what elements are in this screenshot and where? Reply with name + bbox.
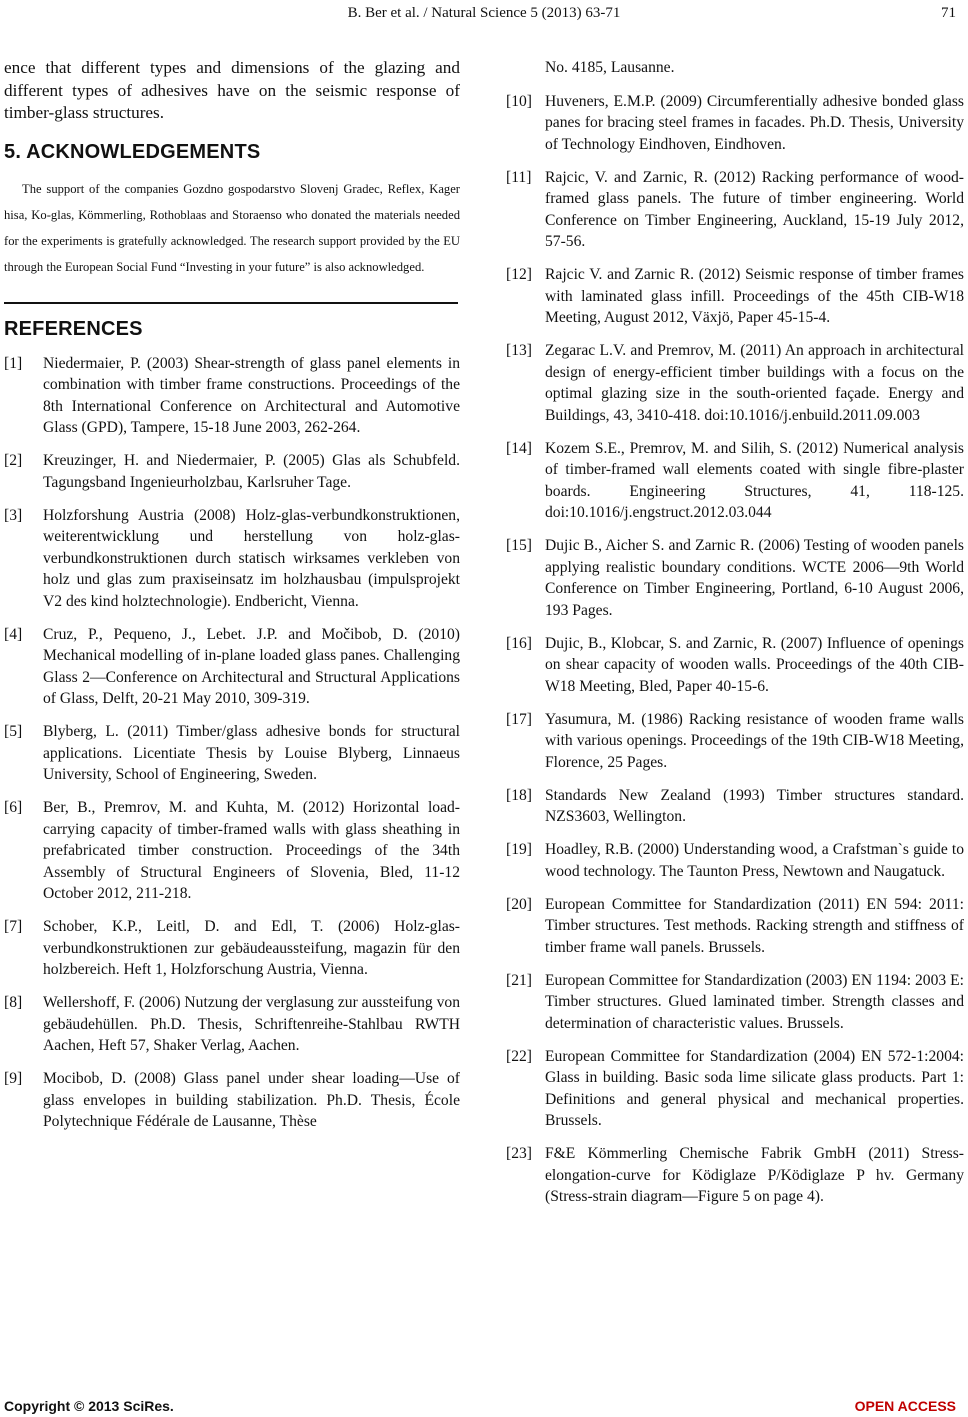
reference-number: [1] [4, 354, 23, 372]
reference-text: Huveners, E.M.P. (2009) Circumferentially adhesive bonded glass panes for bracing steel frames in facades. Ph.D. Thesis, University of Technology Eindhoven, Eindhoven. [545, 92, 964, 153]
running-title: B. Ber et al. / Natural Science 5 (2013) 63-71 [347, 5, 621, 21]
reference-text: Rajcic V. and Zarnic R. (2012) Seismic response of timber frames with laminated glass infill. Proceedings of the 45th CIB-W18 Meeting, August 2012, Växjö, Paper 45-15-4. [545, 266, 964, 326]
reference-item [4, 505, 460, 613]
open-access-label: OPEN ACCESS [854, 1398, 956, 1414]
reference-number: [20] [506, 895, 532, 913]
reference-text: Rajcic, V. and Zarnic, R. (2012) Racking performance of wood-framed glass panels. The future of timber engineering. World Conference on Timber Engineering, Auckland, 15-19 July 2012, 57-56. [545, 168, 964, 250]
acknowledgements-text: The support of the companies Gozdno gospodarstvo Slovenj Gradec, Reflex, Kager hisa, Ko-glas, Kömmerling, Rothoblaas and Storaenso who donated the materials needed for the experiments is gratefully acknowledged. The research support provided by the EU through the European Social Fund “Investing in your future” is also acknowledged. [4, 181, 460, 274]
reference-number: [21] [506, 971, 532, 989]
reference-item [506, 340, 964, 426]
reference-item [506, 894, 964, 959]
reference-item [4, 992, 460, 1057]
reference-number: [17] [506, 710, 532, 728]
references-heading: REFERENCES [4, 317, 143, 340]
reference-text: F&E Kömmerling Chemische Fabrik GmbH (2011) Stress-elongation-curve for Ködiglaze P/Ködiglaze P hv. Germany (Stress-strain diagram—Figure 5 on page 4). [545, 1145, 964, 1205]
left-column [4, 57, 460, 1144]
reference-item [4, 624, 460, 710]
reference-item [506, 1046, 964, 1132]
references-list-left [4, 353, 460, 1133]
reference-number: [15] [506, 537, 532, 554]
reference-number: [4] [4, 625, 23, 643]
reference-number: [11] [506, 168, 532, 186]
reference-text: Niedermaier, P. (2003) Shear-strength of glass panel elements in combination with timber frame constructions. Proceedings of the 8th International Conference on Architectural and Automotive Glass (GPD), Tampere, 15-18 June 2003, 262-264. [43, 354, 460, 437]
reference-number: [2] [4, 452, 23, 470]
reference-continuation: No. 4185, Lausanne. [545, 59, 675, 76]
reference-number: [16] [506, 634, 532, 652]
page-number: 71 [941, 5, 956, 21]
reference-item [4, 1068, 460, 1133]
reference-number: [5] [4, 723, 23, 741]
references-list-right [506, 91, 964, 1208]
reference-item [506, 785, 964, 828]
reference-item [506, 438, 964, 524]
reference-text: Dujic B., Aicher S. and Zarnic R. (2006) Testing of wooden panels applying realistic boundary conditions. WCTE 2006—9th World Conference on Timber Engineering, Portland, 6-10 August 2006, 193 Pages. [545, 537, 964, 619]
copyright-notice: Copyright © 2013 SciRes. [4, 1398, 174, 1414]
reference-text: Dujic, B., Klobcar, S. and Zarnic, R. (2007) Influence of openings on shear capacity of wooden walls. Proceedings of the 40th CIB-W18 Meeting, Bled, Paper 40-15-6. [545, 634, 964, 695]
reference-text: Wellershoff, F. (2006) Nutzung der verglasung zur aussteifung von gebäudehüllen. Ph.D. Thesis, Schriftenreihe-Stahlbau RWTH Aachen, Heft 57, Shaker Verlag, Aachen. [43, 994, 460, 1055]
reference-text: European Committee for Standardization (2011) EN 594: 2011: Timber structures. Test methods. Racking strength and stiffness of timber frame wall panels. Brussels. [545, 895, 964, 956]
reference-text: Cruz, P., Pequeno, J., Lebet. J.P. and Močibob, D. (2010) Mechanical modelling of in-plane loaded glass panes. Challenging Glass 2—Conference on Architectural and Structural Applications of Glass, Delft, 20-21 May 2010, 309-319. [43, 625, 460, 708]
reference-number: [6] [4, 799, 23, 817]
reference-item [4, 353, 460, 439]
reference-text: European Committee for Standardization (2003) EN 1194: 2003 E: Timber structures. Glued laminated timber. Strength classes and determination of characteristic values. Brussels. [545, 971, 964, 1032]
reference-number: [18] [506, 786, 532, 804]
reference-item [4, 450, 460, 493]
acknowledgements-heading: 5. ACKNOWLEDGEMENTS [4, 140, 261, 163]
reference-item [506, 709, 964, 774]
reference-item [4, 916, 460, 981]
reference-item [506, 535, 964, 621]
reference-text: Blyberg, L. (2011) Timber/glass adhesive bonds for structural applications. Licentiate Thesis by Louise Blyberg, Linnaeus University, School of Engineering, Sweden. [43, 723, 460, 784]
reference-item [506, 167, 964, 253]
reference-number: [8] [4, 994, 23, 1012]
reference-text: Kreuzinger, H. and Niedermaier, P. (2005) Glas als Schubfeld. Tagungsband Ingenieurholzbau, Karlsruher Tage. [43, 452, 460, 491]
reference-number: [12] [506, 266, 532, 283]
reference-text: Zegarac L.V. and Premrov, M. (2011) An approach in architectural design of energy-efficient timber buildings with a focus on the optimal glazing size in the south-oriented façade. Energy and Buildings, 43, 3410-418. doi:10.1016/j.enbuild.2011.09.003 [545, 342, 964, 424]
reference-item [506, 1143, 964, 1208]
reference-text: Yasumura, M. (1986) Racking resistance of wooden frame walls with various openings. Proceedings of the 19th CIB-W18 Meeting, Florence, 25 Pages. [545, 710, 964, 771]
reference-number: [13] [506, 342, 532, 359]
reference-text: Holzforshung Austria (2008) Holz-glas-verbundkonstruktionen, weiterentwicklung und herstellung von holz-glas-verbundkonstruktionen durch statisch wirksames verkleben von holz und glas zum praxiseinsatz im holzhausbau (impulsprojekt V2 des kind holztechnologie). Endbericht, Vienna. [43, 506, 460, 610]
reference-item [506, 633, 964, 698]
reference-item [506, 91, 964, 156]
reference-item [4, 721, 460, 786]
reference-item [506, 970, 964, 1035]
reference-item [4, 797, 460, 905]
reference-text: Standards New Zealand (1993) Timber structures standard. NZS3603, Wellington. [545, 786, 964, 825]
reference-number: [9] [4, 1070, 23, 1088]
reference-text: European Committee for Standardization (2004) EN 572-1:2004: Glass in building. Basic soda lime silicate glass products. Part 1: Definitions and general physical and mechanical properties. Brussels. [545, 1047, 964, 1129]
reference-text: Schober, K.P., Leitl, D. and Edl, T. (2006) Holz-glas-verbundkonstruktionen zur gebäudeaussteifung, magazin für den holzbereich. Heft 1, Holzforschung Austria, Vienna. [43, 918, 460, 979]
reference-number: [10] [506, 92, 532, 110]
reference-number: [19] [506, 841, 532, 858]
reference-number: [3] [4, 506, 23, 524]
reference-number: [23] [506, 1145, 532, 1162]
right-column [506, 57, 964, 1219]
reference-number: [22] [506, 1047, 532, 1065]
page-header [0, 0, 968, 30]
intro-paragraph: ence that different types and dimensions of the glazing and different types of adhesives have on the seismic response of timber-glass structures. [4, 58, 460, 123]
reference-item [506, 839, 964, 882]
reference-text: Ber, B., Premrov, M. and Kuhta, M. (2012) Horizontal load-carrying capacity of timber-framed walls with glass sheathing in prefabricated timber construction. Proceedings of the 34th Assembly of Structural Engineers of Slovenia, Bled, 11-12 October 2012, 211-218. [43, 799, 460, 903]
reference-text: Hoadley, R.B. (2000) Understanding wood, a Crafstman`s guide to wood technology. The Taunton Press, Newtown and Naugatuck. [545, 841, 964, 880]
reference-number: [7] [4, 918, 23, 936]
reference-text: Mocibob, D. (2008) Glass panel under shear loading—Use of glass envelopes in building stabilization. Ph.D. Thesis, École Polytechnique Fédérale de Lausanne, Thèse [43, 1070, 460, 1131]
reference-item [506, 264, 964, 329]
reference-text: Kozem S.E., Premrov, M. and Silih, S. (2012) Numerical analysis of timber-framed wall elements coated with single fibre-plaster boards. Engineering Structures, 41, 118-125. doi:10.1016/j.engstruct.2012.03.044 [545, 439, 964, 521]
reference-number: [14] [506, 439, 532, 457]
section-divider [4, 302, 458, 304]
